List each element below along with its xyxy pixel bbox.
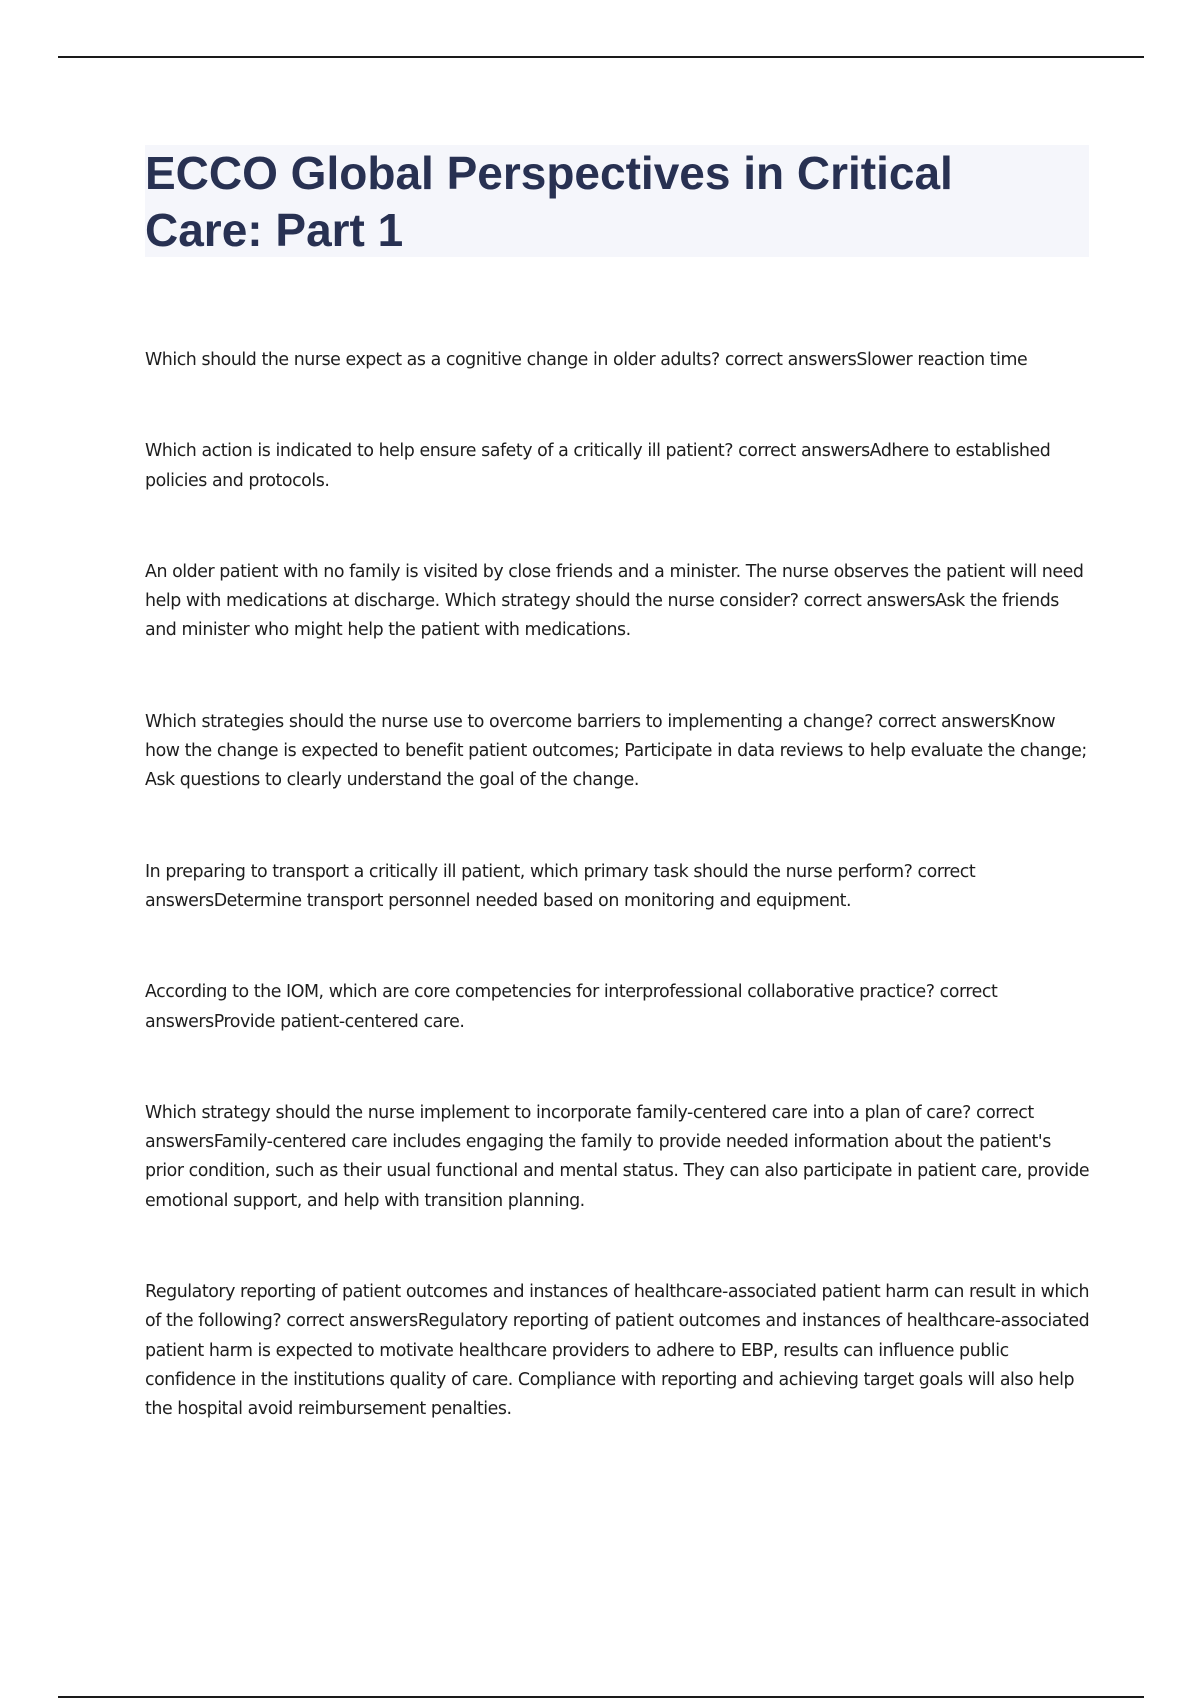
qa-item: Which should the nurse expect as a cognitive change in older adults? correct answersSlower reaction time bbox=[145, 350, 1028, 370]
qa-item: An older patient with no family is visited by close friends and a minister. The nurse observes the patient will need help with medications at discharge. Which strategy should the nurse consider? correct answersAsk the friends and minister who might help the patient with medications. bbox=[145, 561, 1084, 641]
title-block bbox=[145, 145, 1089, 257]
qa-item: Which strategies should the nurse use to overcome barriers to implementing a change? correct answersKnow how the change is expected to benefit patient outcomes; Participate in data reviews to help evaluate the change; Ask questions to clearly understand the goal of the change. bbox=[145, 711, 1087, 791]
qa-item: In preparing to transport a critically ill patient, which primary task should the nurse perform? correct answersDetermine transport personnel needed based on monitoring and equipment. bbox=[145, 861, 976, 911]
header-rule bbox=[58, 56, 1144, 58]
qa-item: Regulatory reporting of patient outcomes and instances of healthcare-associated patient harm can result in which of the following? correct answersRegulatory reporting of patient outcomes and instances of healthcare-associated patient harm is expected to motivate healthcare providers to adhere to EBP, results can influence public confidence in the institutions quality of care. Compliance with reporting and achieving target goals will also help the hospital avoid reimbursement penalties. bbox=[145, 1282, 1090, 1420]
qa-item: Which strategy should the nurse implement to incorporate family-centered care into a plan of care? correct answersFamily-centered care includes engaging the family to provide needed information about the patient's prior condition, such as their usual functional and mental status. They can also participate in patient care, provide emotional support, and help with transition planning. bbox=[145, 1102, 1090, 1211]
document-title: ECCO Global Perspectives in Critical Care: Part 1 bbox=[145, 147, 953, 256]
question-answer-list bbox=[145, 346, 1090, 1487]
qa-item: According to the IOM, which are core competencies for interprofessional collaborative practice? correct answersProvide patient-centered care. bbox=[145, 982, 998, 1032]
qa-item: Which action is indicated to help ensure safety of a critically ill patient? correct answersAdhere to established policies and protocols. bbox=[145, 441, 1051, 491]
footer-rule bbox=[58, 1696, 1144, 1698]
